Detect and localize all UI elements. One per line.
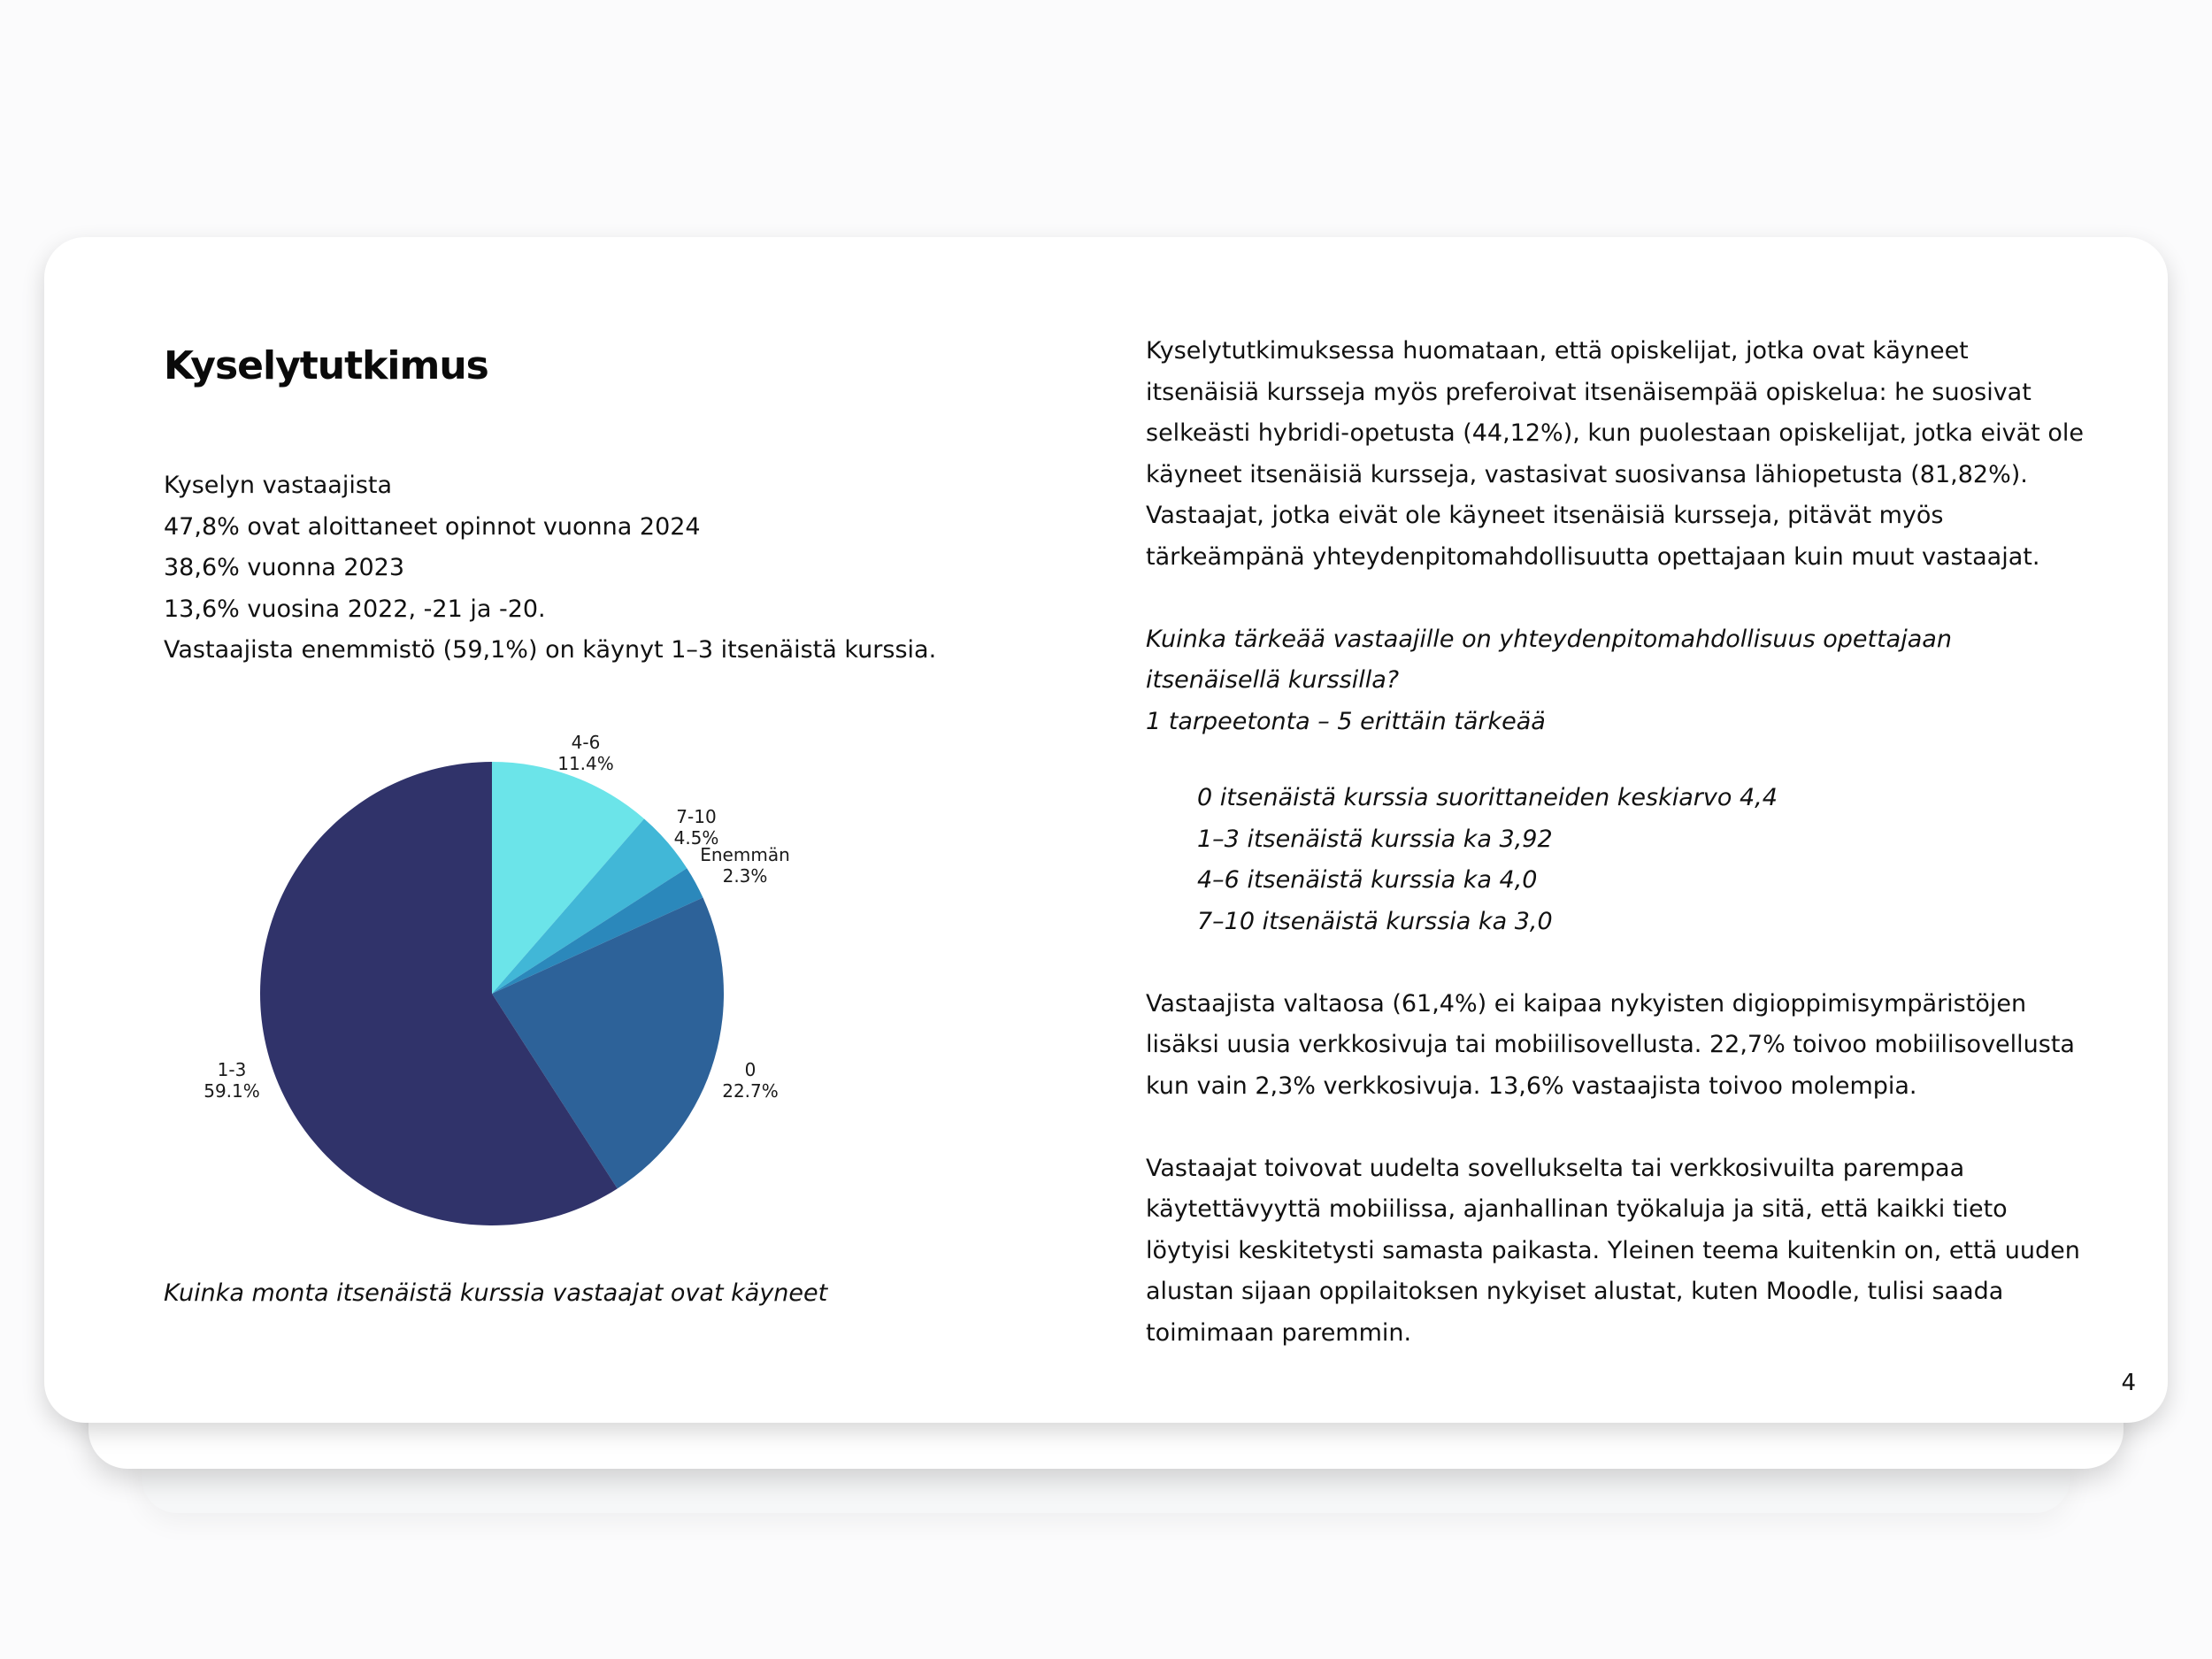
pie-slice-label: 7-10 <box>676 806 717 827</box>
pie-slice-percent: 11.4% <box>557 753 614 774</box>
pie-chart-caption: Kuinka monta itsenäistä kurssia vastaajat ovat käyneet <box>164 1279 828 1307</box>
summary-line: 38,6% vuonna 2023 <box>164 554 405 581</box>
average-item: 0 itsenäistä kurssia suorittaneiden keskiarvo 4,4 <box>1197 784 1778 811</box>
respondents-summary <box>164 465 1048 672</box>
pie-slice-percent: 4.5% <box>673 827 719 849</box>
average-item: 1–3 itsenäistä kurssia ka 3,92 <box>1197 825 1553 853</box>
survey-question: Kuinka tärkeää vastaajille on yhteydenpitomahdollisuus opettajaan itsenäisellä kurssilla? <box>1146 625 1952 694</box>
pie-chart <box>150 710 823 1498</box>
average-item: 7–10 itsenäistä kurssia ka 3,0 <box>1197 907 1553 935</box>
pie-slice-label: 1-3 <box>217 1059 247 1080</box>
average-item: 4–6 itsenäistä kurssia ka 4,0 <box>1197 866 1538 894</box>
summary-line: Vastaajista enemmistö (59,1%) on käynyt 1–3 itsenäistä kurssia. <box>164 636 937 664</box>
survey-scale: 1 tarpeetonta – 5 erittäin tärkeää <box>1146 707 1546 735</box>
summary-line: 13,6% vuosina 2022, -21 ja -20. <box>164 595 546 623</box>
pie-slice-label: 0 <box>744 1059 757 1080</box>
pie-slice-label: 4-6 <box>571 732 601 753</box>
pie-slice-percent: 22.7% <box>722 1080 779 1102</box>
slide-page <box>44 237 2168 1423</box>
app-wishes-paragraph: Vastaajista valtaosa (61,4%) ei kaipaa nykyisten digioppimisympäristöjen lisäksi uusia verkkosivuja tai mobiilisovellusta. 22,7% toivoo mobiilisovellusta kun vain 2,3% verkkosivuja. 13,6% vastaajista toivoo molempia. <box>1146 989 2075 1100</box>
page-title: Kyselytutkimus <box>164 343 488 388</box>
summary-line: 47,8% ovat aloittaneet opinnot vuonna 2024 <box>164 512 701 541</box>
pie-slice-percent: 59.1% <box>204 1080 260 1102</box>
pie-slice-percent: 2.3% <box>722 865 768 887</box>
findings-paragraph: Kyselytutkimuksessa huomataan, että opiskelijat, jotka ovat käyneet itsenäisiä kursseja myös preferoivat itsenäisempää opiskelua: he suosivat selkeästi hybridi-opetusta (44,12%), kun puolestaan opiskelijat, jotka eivät ole käyneet itsenäisiä kursseja, vastasivat suosivansa lähiopetusta (81,82%). Vastaajat, jotka eivät ole käyneet itsenäisiä kursseja, pitävät myös tärkeämpänä yhteydenpitomahdollisuutta opettajaan kuin muut vastaajat. <box>1146 337 2084 571</box>
improvements-paragraph: Vastaajat toivovat uudelta sovellukselta tai verkkosivuilta parempaa käytettävyyttä mobiilissa, ajanhallinan työkaluja ja sitä, että kaikki tieto löytyisi keskitetysti samasta paikasta. Yleinen teema kuitenkin on, että uuden alustan sijaan oppilaitoksen nykyiset alustat, kuten Moodle, tulisi saada toimimaan paremmin. <box>1146 1154 2080 1347</box>
averages-list <box>1146 778 2084 942</box>
pie-slice-label: Enemmän <box>700 844 790 865</box>
summary-line: Kyselyn vastaajista <box>164 472 393 499</box>
pie-chart-svg <box>150 710 823 1277</box>
findings-column <box>1146 331 2084 1354</box>
page-number: 4 <box>2121 1370 2136 1396</box>
